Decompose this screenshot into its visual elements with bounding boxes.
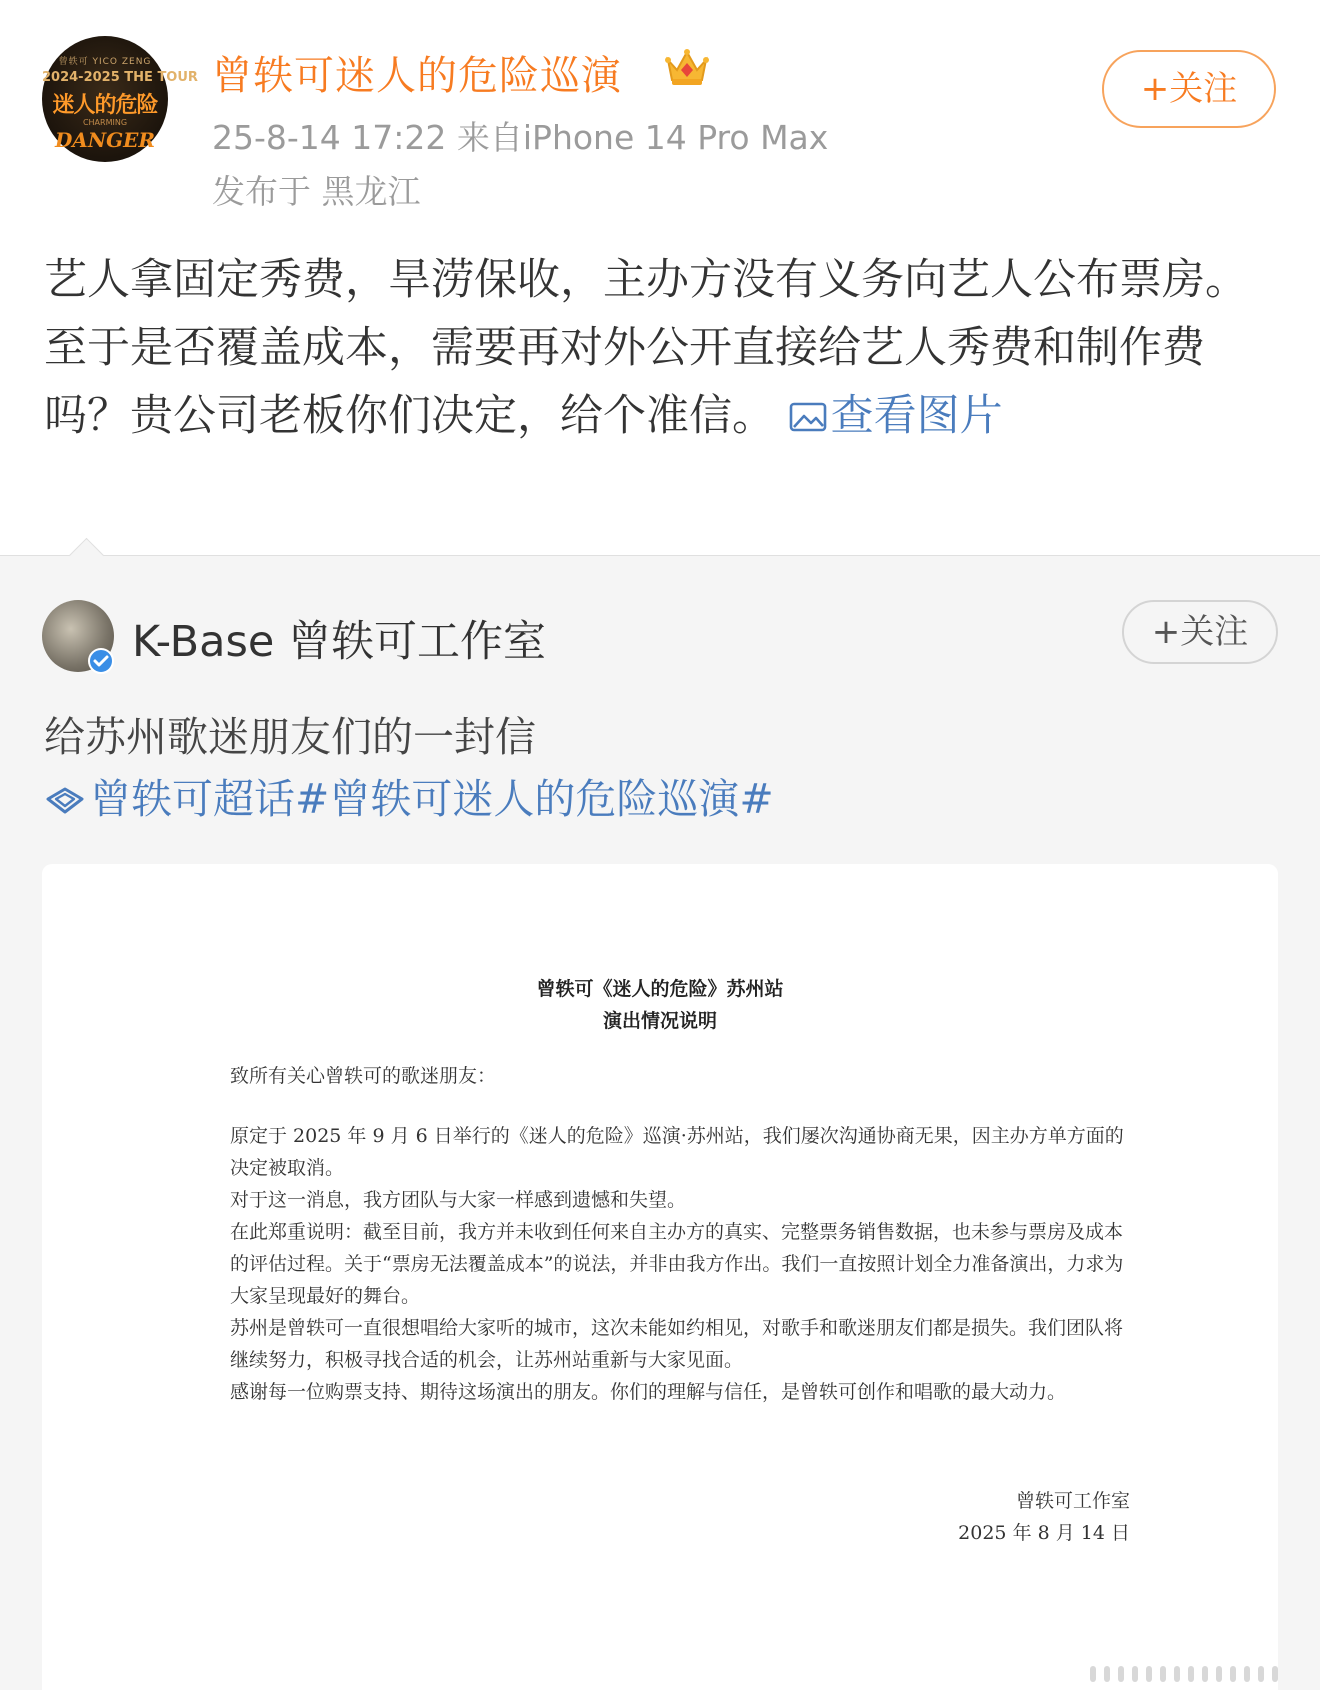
post-text bbox=[44, 246, 1280, 450]
post-body: 艺人拿固定秀费，旱涝保收，主办方没有义务向艺人公布票房。至于是否覆盖成本，需要再对外公开直接给艺人秀费和制作费吗？贵公司老板你们决定，给个准信。 bbox=[44, 255, 1248, 441]
picture-icon bbox=[789, 401, 827, 433]
topic-text[interactable]: 曾轶可超话#曾轶可迷人的危险巡演# bbox=[90, 775, 774, 823]
avatar-text: DANGER bbox=[54, 128, 156, 152]
avatar-text: 2024-2025 THE TOUR bbox=[42, 70, 198, 85]
view-picture-link[interactable] bbox=[789, 391, 1003, 441]
letter-paragraph: 原定于 2025 年 9 月 6 日举行的《迷人的危险》巡演·苏州站，我们屡次沟通协商无果，因主办方单方面的决定被取消。 bbox=[230, 1125, 1124, 1179]
post-time-source: 25-8-14 17:22 来自iPhone 14 Pro Max bbox=[212, 118, 829, 157]
letter-greeting: 致所有关心曾轶可的歌迷朋友： bbox=[230, 1065, 497, 1087]
crown-icon bbox=[664, 46, 710, 88]
follow-button[interactable]: +关注 bbox=[1102, 50, 1276, 128]
super-topic-icon bbox=[44, 785, 86, 815]
repost-text: 给苏州歌迷朋友们的一封信 bbox=[44, 713, 536, 761]
letter-paragraph: 对于这一消息，我方团队与大家一样感到遗憾和失望。 bbox=[230, 1189, 687, 1211]
repost-follow-button[interactable]: +关注 bbox=[1122, 600, 1278, 664]
repost-username[interactable]: K-Base 曾轶可工作室 bbox=[132, 617, 547, 667]
user-avatar[interactable] bbox=[42, 36, 198, 162]
letter-body bbox=[230, 1060, 1130, 1408]
original-post bbox=[0, 0, 1320, 555]
letter-paragraph: 苏州是曾轶可一直很想唱给大家听的城市，这次未能如约相见，对歌手和歌迷朋友们都是损失。我们团队将继续努力，积极寻找合适的机会，让苏州站重新与大家见面。 bbox=[230, 1317, 1124, 1371]
letter-title: 曾轶可《迷人的危险》苏州站 bbox=[536, 978, 784, 1000]
avatar-text: 曾轶可 YICO ZENG bbox=[58, 57, 152, 67]
letter-image[interactable] bbox=[42, 864, 1278, 1690]
post-location: 发布于 黑龙江 bbox=[212, 172, 421, 211]
verified-badge-icon bbox=[88, 648, 114, 674]
reposted-content[interactable] bbox=[0, 556, 1320, 1690]
topic-links[interactable] bbox=[44, 766, 774, 825]
letter-subtitle: 演出情况说明 bbox=[602, 1010, 717, 1032]
view-picture-label: 查看图片 bbox=[830, 391, 1003, 441]
avatar-text: 迷人的危险 bbox=[52, 93, 158, 118]
username[interactable]: 曾轶可迷人的危险巡演 bbox=[212, 53, 622, 99]
avatar-text: CHARMING bbox=[82, 118, 128, 127]
watermark-icon bbox=[1090, 1664, 1290, 1684]
letter-date: 2025 年 8 月 14 日 bbox=[958, 1522, 1130, 1544]
letter-signature: 曾轶可工作室 bbox=[1015, 1490, 1130, 1512]
letter-paragraph: 感谢每一位购票支持、期待这场演出的朋友。你们的理解与信任，是曾轶可创作和唱歌的最大动力。 bbox=[230, 1381, 1067, 1403]
letter-paragraph: 在此郑重说明：截至目前，我方并未收到任何来自主办方的真实、完整票务销售数据，也未参与票房及成本的评估过程。关于“票房无法覆盖成本”的说法，并非由我方作出。我们一直按照计划全力准备演出，力求为大家呈现最好的舞台。 bbox=[230, 1221, 1124, 1307]
